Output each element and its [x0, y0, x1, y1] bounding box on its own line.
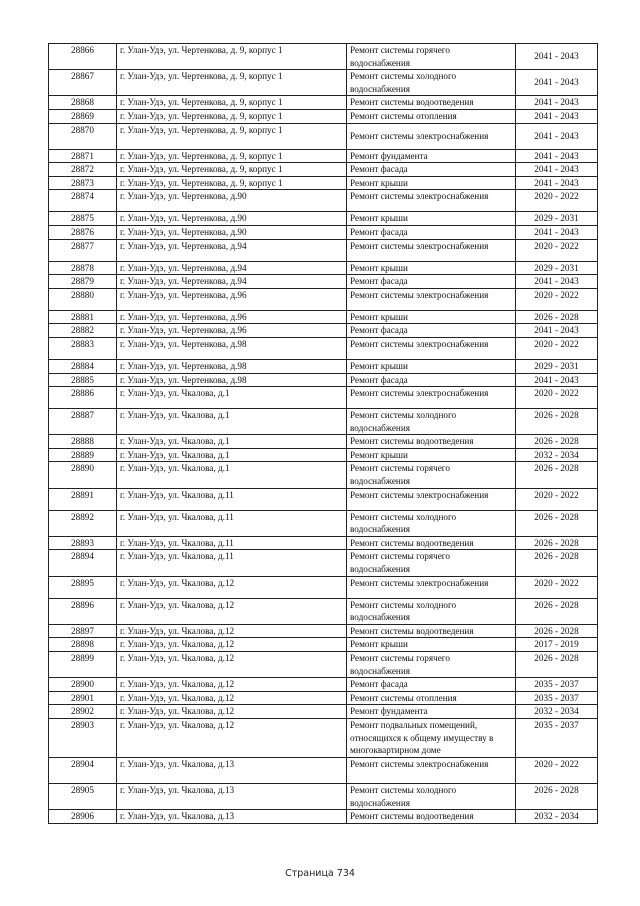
- table-row: [49, 261, 598, 275]
- address-cell: г. Улан-Удэ, ул. Чертенкова, д.90: [117, 225, 347, 239]
- address-cell: г. Улан-Удэ, ул. Чертенкова, д.90: [117, 190, 347, 212]
- period-cell: 2026 - 2028: [516, 652, 598, 678]
- address-cell: г. Улан-Удэ, ул. Чкалова, д.1: [117, 448, 347, 462]
- table-row: [49, 288, 598, 310]
- period-cell: 2026 - 2028: [516, 624, 598, 638]
- work-type-cell: Ремонт фасада: [347, 324, 516, 338]
- address-cell: г. Улан-Удэ, ул. Чкалова, д.12: [117, 718, 347, 757]
- address-cell: г. Улан-Удэ, ул. Чкалова, д.12: [117, 652, 347, 678]
- address-cell: г. Улан-Удэ, ул. Чкалова, д.13: [117, 810, 347, 824]
- work-type-cell: Ремонт крыши: [347, 359, 516, 373]
- work-type-cell: Ремонт фасада: [347, 373, 516, 387]
- row-number-cell: 28884: [49, 359, 117, 373]
- row-number-cell: 28876: [49, 225, 117, 239]
- row-number-cell: 28896: [49, 598, 117, 624]
- table-row: [49, 109, 598, 123]
- address-cell: г. Улан-Удэ, ул. Чертенкова, д.96: [117, 324, 347, 338]
- period-cell: 2035 - 2037: [516, 691, 598, 705]
- table-row: [49, 448, 598, 462]
- period-cell: 2029 - 2031: [516, 212, 598, 226]
- table-row: [49, 44, 598, 70]
- address-cell: г. Улан-Удэ, ул. Чкалова, д.12: [117, 598, 347, 624]
- work-type-cell: Ремонт системы горячего водоснабжения: [347, 652, 516, 678]
- address-cell: г. Улан-Удэ, ул. Чкалова, д.13: [117, 783, 347, 809]
- row-number-cell: 28902: [49, 705, 117, 719]
- row-number-cell: 28900: [49, 678, 117, 692]
- work-type-cell: Ремонт системы электроснабжения: [347, 288, 516, 310]
- table-row: [49, 359, 598, 373]
- table-row: [49, 718, 598, 757]
- period-cell: 2041 - 2043: [516, 324, 598, 338]
- work-type-cell: Ремонт системы электроснабжения: [347, 239, 516, 261]
- table-row: [49, 638, 598, 652]
- address-cell: г. Улан-Удэ, ул. Чкалова, д.11: [117, 550, 347, 576]
- period-cell: 2035 - 2037: [516, 678, 598, 692]
- period-cell: 2032 - 2034: [516, 448, 598, 462]
- row-number-cell: 28882: [49, 324, 117, 338]
- row-number-cell: 28906: [49, 810, 117, 824]
- table-row: [49, 324, 598, 338]
- address-cell: г. Улан-Удэ, ул. Чертенкова, д.98: [117, 359, 347, 373]
- work-type-cell: Ремонт системы холодного водоснабжения: [347, 510, 516, 536]
- address-cell: г. Улан-Удэ, ул. Чертенкова, д. 9, корпус 1: [117, 149, 347, 163]
- period-cell: 2035 - 2037: [516, 718, 598, 757]
- period-cell: 2032 - 2034: [516, 810, 598, 824]
- row-number-cell: 28867: [49, 70, 117, 96]
- work-type-cell: Ремонт фасада: [347, 163, 516, 177]
- work-type-cell: Ремонт фасада: [347, 678, 516, 692]
- work-type-cell: Ремонт системы холодного водоснабжения: [347, 409, 516, 435]
- table-row: [49, 239, 598, 261]
- address-cell: г. Улан-Удэ, ул. Чкалова, д.11: [117, 488, 347, 510]
- row-number-cell: 28887: [49, 409, 117, 435]
- period-cell: 2026 - 2028: [516, 409, 598, 435]
- period-cell: 2041 - 2043: [516, 123, 598, 149]
- work-type-cell: Ремонт системы электроснабжения: [347, 123, 516, 149]
- row-number-cell: 28889: [49, 448, 117, 462]
- row-number-cell: 28881: [49, 310, 117, 324]
- work-type-cell: Ремонт подвальных помещений, относящихся к общему имуществу в многоквартирном доме: [347, 718, 516, 757]
- row-number-cell: 28871: [49, 149, 117, 163]
- table-row: [49, 691, 598, 705]
- work-type-cell: Ремонт фасада: [347, 275, 516, 289]
- period-cell: 2020 - 2022: [516, 387, 598, 409]
- period-cell: 2020 - 2022: [516, 757, 598, 783]
- address-cell: г. Улан-Удэ, ул. Чкалова, д.12: [117, 705, 347, 719]
- address-cell: г. Улан-Удэ, ул. Чкалова, д.1: [117, 462, 347, 488]
- period-cell: 2041 - 2043: [516, 373, 598, 387]
- row-number-cell: 28901: [49, 691, 117, 705]
- work-type-cell: Ремонт крыши: [347, 310, 516, 324]
- row-number-cell: 28875: [49, 212, 117, 226]
- row-number-cell: 28883: [49, 337, 117, 359]
- address-cell: г. Улан-Удэ, ул. Чкалова, д.12: [117, 576, 347, 598]
- period-cell: 2020 - 2022: [516, 190, 598, 212]
- table-row: [49, 705, 598, 719]
- period-cell: 2026 - 2028: [516, 462, 598, 488]
- row-number-cell: 28866: [49, 44, 117, 70]
- table-row: [49, 678, 598, 692]
- table-row: [49, 536, 598, 550]
- address-cell: г. Улан-Удэ, ул. Чертенкова, д.94: [117, 261, 347, 275]
- row-number-cell: 28874: [49, 190, 117, 212]
- row-number-cell: 28885: [49, 373, 117, 387]
- address-cell: г. Улан-Удэ, ул. Чкалова, д.12: [117, 638, 347, 652]
- row-number-cell: 28869: [49, 109, 117, 123]
- address-cell: г. Улан-Удэ, ул. Чертенкова, д.90: [117, 212, 347, 226]
- row-number-cell: 28904: [49, 757, 117, 783]
- period-cell: 2041 - 2043: [516, 149, 598, 163]
- address-cell: г. Улан-Удэ, ул. Чкалова, д.1: [117, 435, 347, 449]
- row-number-cell: 28898: [49, 638, 117, 652]
- table-row: [49, 387, 598, 409]
- period-cell: 2026 - 2028: [516, 310, 598, 324]
- address-cell: г. Улан-Удэ, ул. Чертенкова, д.98: [117, 373, 347, 387]
- table-row: [49, 176, 598, 190]
- row-number-cell: 28894: [49, 550, 117, 576]
- table-row: [49, 810, 598, 824]
- table-row: [49, 409, 598, 435]
- period-cell: 2041 - 2043: [516, 275, 598, 289]
- work-type-cell: Ремонт системы электроснабжения: [347, 488, 516, 510]
- period-cell: 2041 - 2043: [516, 44, 598, 70]
- table-row: [49, 624, 598, 638]
- table-row: [49, 149, 598, 163]
- table-row: [49, 70, 598, 96]
- address-cell: г. Улан-Удэ, ул. Чертенкова, д. 9, корпус 1: [117, 163, 347, 177]
- row-number-cell: 28895: [49, 576, 117, 598]
- row-number-cell: 28903: [49, 718, 117, 757]
- period-cell: 2026 - 2028: [516, 598, 598, 624]
- period-cell: 2041 - 2043: [516, 163, 598, 177]
- row-number-cell: 28872: [49, 163, 117, 177]
- period-cell: 2020 - 2022: [516, 488, 598, 510]
- work-type-cell: Ремонт крыши: [347, 448, 516, 462]
- table-row: [49, 462, 598, 488]
- work-type-cell: Ремонт фундамента: [347, 149, 516, 163]
- period-cell: 2029 - 2031: [516, 261, 598, 275]
- table-row: [49, 96, 598, 110]
- row-number-cell: 28878: [49, 261, 117, 275]
- row-number-cell: 28873: [49, 176, 117, 190]
- period-cell: 2041 - 2043: [516, 70, 598, 96]
- address-cell: г. Улан-Удэ, ул. Чертенкова, д. 9, корпус 1: [117, 176, 347, 190]
- period-cell: 2020 - 2022: [516, 239, 598, 261]
- address-cell: г. Улан-Удэ, ул. Чертенкова, д.94: [117, 275, 347, 289]
- period-cell: 2026 - 2028: [516, 435, 598, 449]
- period-cell: 2026 - 2028: [516, 510, 598, 536]
- work-type-cell: Ремонт системы электроснабжения: [347, 337, 516, 359]
- period-cell: 2029 - 2031: [516, 359, 598, 373]
- table-row: [49, 576, 598, 598]
- row-number-cell: 28877: [49, 239, 117, 261]
- address-cell: г. Улан-Удэ, ул. Чертенкова, д. 9, корпус 1: [117, 44, 347, 70]
- row-number-cell: 28879: [49, 275, 117, 289]
- address-cell: г. Улан-Удэ, ул. Чкалова, д.1: [117, 409, 347, 435]
- work-type-cell: Ремонт системы электроснабжения: [347, 757, 516, 783]
- row-number-cell: 28893: [49, 536, 117, 550]
- work-type-cell: Ремонт системы отопления: [347, 109, 516, 123]
- address-cell: г. Улан-Удэ, ул. Чертенкова, д. 9, корпус 1: [117, 123, 347, 149]
- address-cell: г. Улан-Удэ, ул. Чертенкова, д. 9, корпус 1: [117, 96, 347, 110]
- work-type-cell: Ремонт крыши: [347, 212, 516, 226]
- work-type-cell: Ремонт системы водоотведения: [347, 810, 516, 824]
- period-cell: 2041 - 2043: [516, 109, 598, 123]
- address-cell: г. Улан-Удэ, ул. Чертенкова, д. 9, корпус 1: [117, 109, 347, 123]
- table-row: [49, 190, 598, 212]
- row-number-cell: 28899: [49, 652, 117, 678]
- period-cell: 2032 - 2034: [516, 705, 598, 719]
- table-row: [49, 225, 598, 239]
- page-number-footer: Страница 734: [285, 868, 355, 879]
- table-row: [49, 510, 598, 536]
- period-cell: 2020 - 2022: [516, 576, 598, 598]
- work-type-cell: Ремонт системы водоотведения: [347, 435, 516, 449]
- work-type-cell: Ремонт системы горячего водоснабжения: [347, 44, 516, 70]
- table-row: [49, 373, 598, 387]
- table-row: [49, 550, 598, 576]
- row-number-cell: 28905: [49, 783, 117, 809]
- work-type-cell: Ремонт системы горячего водоснабжения: [347, 550, 516, 576]
- work-type-cell: Ремонт системы холодного водоснабжения: [347, 70, 516, 96]
- address-cell: г. Улан-Удэ, ул. Чкалова, д.1: [117, 387, 347, 409]
- address-cell: г. Улан-Удэ, ул. Чкалова, д.11: [117, 510, 347, 536]
- table-row: [49, 783, 598, 809]
- row-number-cell: 28892: [49, 510, 117, 536]
- address-cell: г. Улан-Удэ, ул. Чкалова, д.12: [117, 624, 347, 638]
- works-table-body: [49, 44, 598, 824]
- works-table: [48, 43, 598, 824]
- period-cell: 2020 - 2022: [516, 288, 598, 310]
- period-cell: 2041 - 2043: [516, 96, 598, 110]
- row-number-cell: 28891: [49, 488, 117, 510]
- table-row: [49, 652, 598, 678]
- work-type-cell: Ремонт системы отопления: [347, 691, 516, 705]
- table-row: [49, 310, 598, 324]
- address-cell: г. Улан-Удэ, ул. Чкалова, д.12: [117, 691, 347, 705]
- work-type-cell: Ремонт системы электроснабжения: [347, 576, 516, 598]
- row-number-cell: 28870: [49, 123, 117, 149]
- address-cell: г. Улан-Удэ, ул. Чертенкова, д.96: [117, 310, 347, 324]
- address-cell: г. Улан-Удэ, ул. Чкалова, д.13: [117, 757, 347, 783]
- work-type-cell: Ремонт фасада: [347, 225, 516, 239]
- work-type-cell: Ремонт системы водоотведения: [347, 536, 516, 550]
- work-type-cell: Ремонт системы водоотведения: [347, 96, 516, 110]
- table-row: [49, 163, 598, 177]
- work-type-cell: Ремонт крыши: [347, 261, 516, 275]
- row-number-cell: 28888: [49, 435, 117, 449]
- table-row: [49, 757, 598, 783]
- work-type-cell: Ремонт крыши: [347, 638, 516, 652]
- period-cell: 2026 - 2028: [516, 783, 598, 809]
- address-cell: г. Улан-Удэ, ул. Чертенкова, д.96: [117, 288, 347, 310]
- address-cell: г. Улан-Удэ, ул. Чкалова, д.12: [117, 678, 347, 692]
- table-row: [49, 337, 598, 359]
- table-row: [49, 598, 598, 624]
- row-number-cell: 28886: [49, 387, 117, 409]
- row-number-cell: 28890: [49, 462, 117, 488]
- row-number-cell: 28897: [49, 624, 117, 638]
- table-row: [49, 275, 598, 289]
- period-cell: 2017 - 2019: [516, 638, 598, 652]
- period-cell: 2041 - 2043: [516, 225, 598, 239]
- address-cell: г. Улан-Удэ, ул. Чертенкова, д.94: [117, 239, 347, 261]
- work-type-cell: Ремонт крыши: [347, 176, 516, 190]
- work-type-cell: Ремонт фундамента: [347, 705, 516, 719]
- work-type-cell: Ремонт системы электроснабжения: [347, 190, 516, 212]
- address-cell: г. Улан-Удэ, ул. Чертенкова, д. 9, корпус 1: [117, 70, 347, 96]
- table-row: [49, 212, 598, 226]
- row-number-cell: 28880: [49, 288, 117, 310]
- work-type-cell: Ремонт системы холодного водоснабжения: [347, 783, 516, 809]
- table-row: [49, 488, 598, 510]
- work-type-cell: Ремонт системы водоотведения: [347, 624, 516, 638]
- period-cell: 2020 - 2022: [516, 337, 598, 359]
- address-cell: г. Улан-Удэ, ул. Чертенкова, д.98: [117, 337, 347, 359]
- table-row: [49, 123, 598, 149]
- table-row: [49, 435, 598, 449]
- period-cell: 2041 - 2043: [516, 176, 598, 190]
- period-cell: 2026 - 2028: [516, 550, 598, 576]
- work-type-cell: Ремонт системы холодного водоснабжения: [347, 598, 516, 624]
- work-type-cell: Ремонт системы горячего водоснабжения: [347, 462, 516, 488]
- row-number-cell: 28868: [49, 96, 117, 110]
- work-type-cell: Ремонт системы электроснабжения: [347, 387, 516, 409]
- period-cell: 2026 - 2028: [516, 536, 598, 550]
- address-cell: г. Улан-Удэ, ул. Чкалова, д.11: [117, 536, 347, 550]
